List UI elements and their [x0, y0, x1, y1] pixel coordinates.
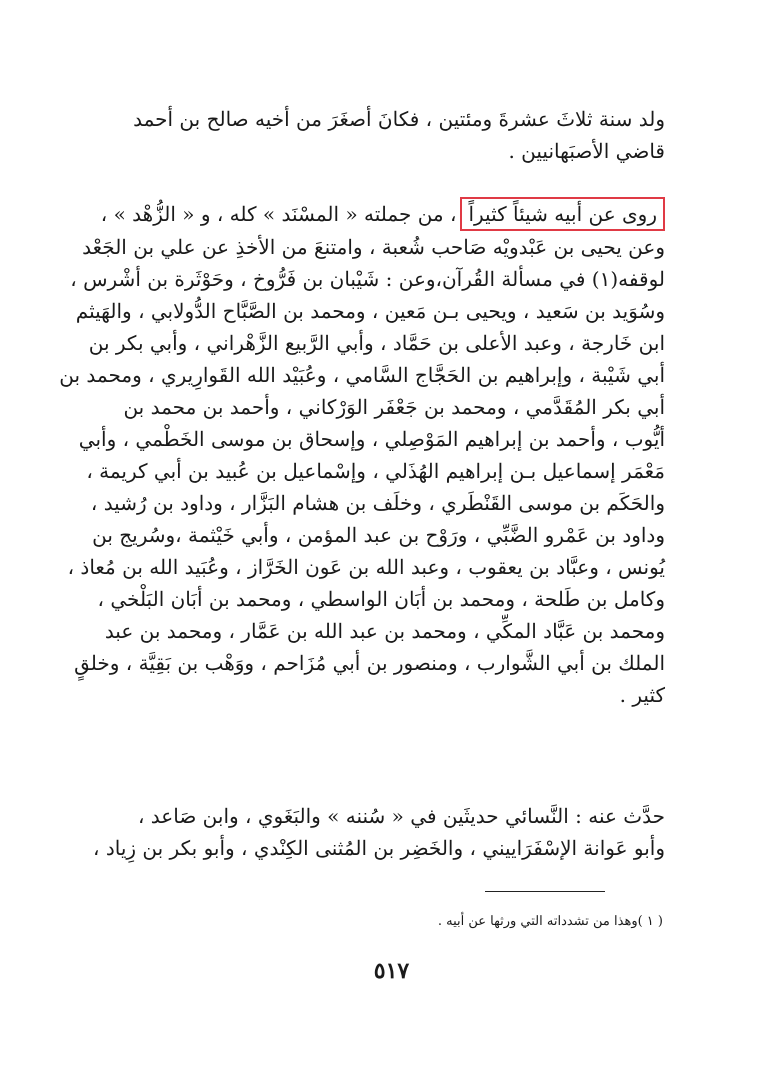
- text-line: والحَكَم بن موسى القَنْطَري ، وخلَف بن هشام البَزَّار ، وداود بن رُشيد ،: [90, 491, 665, 515]
- text-line: مَعْمَر إسماعيل بـن إبراهيم الهُذَلي ، وإسْماعيل بن عُبيد بن أبي كريمة ،: [86, 459, 665, 483]
- text-line: قاضي الأصبَهانيين .: [508, 139, 665, 163]
- text-line: ولد سنة ثلاثَ عشرةَ ومئتين ، فكانَ أصغَرَ من أخيه صالح بن أحمد: [133, 107, 665, 131]
- text-line: كثير .: [619, 683, 665, 707]
- paragraph-narrated-by: [93, 800, 665, 864]
- paragraph-narrated-from: [59, 197, 665, 711]
- text-line: وعن يحيى بن عَبْدويْه صَاحب شُعبة ، وامتنعَ من الأخذِ عن علي بن الجَعْد: [82, 235, 665, 259]
- text-line: وكامل بن طَلحة ، ومحمد بن أبَان الواسطي ، ومحمد بن أبَان البَلْخي ،: [97, 587, 665, 611]
- text-line: [100, 197, 665, 231]
- text-line: يُونس ، وعبَّاد بن يعقوب ، وعبد الله بن عَون الخَرَّاز ، وعُبَيد الله بن مُعاذ ،: [67, 555, 665, 579]
- text-line: لوقفه(١) في مسألة القُرآن،وعن : شَيْبان بن فَرُّوخ ، وحَوْثَرة بن أشْرس ،: [70, 267, 665, 291]
- text-line: أبي بكر المُقَدَّمي ، ومحمد بن جَعْفَر الوَرْكاني ، وأحمد بن محمد بن: [123, 395, 665, 419]
- text-line: ابن خَارجة ، وعبد الأعلى بن حَمَّاد ، وأبي الرَّبيع الزَّهْراني ، وأبي بكر بن: [88, 331, 665, 355]
- text-line: وداود بن عَمْرو الضَّبِّي ، ورَوْح بن عبد المؤمن ، وأبي خَيْثمة ،وسُريج بن: [92, 523, 665, 547]
- paragraph-birth: [133, 103, 665, 167]
- page-number: ٥١٧: [373, 958, 410, 984]
- highlighted-phrase: روى عن أبيه شيئاً كثيراً: [460, 197, 665, 231]
- text-line: وسُوَيد بن سَعيد ، ويحيى بـن مَعين ، ومحمد بن الصَّبَّاح الدُّولابي ، والهَيثم: [75, 299, 665, 323]
- text-line: الملك بن أبي الشَّوارب ، ومنصور بن أبي مُزَاحم ، ووَهْب بن بَقِيَّة ، وخلقٍ: [74, 651, 665, 675]
- footnote-divider: [485, 891, 605, 892]
- text-line: وأبو عَوانة الإسْفَرَاييني ، والخَضِر بن المُثنى الكِنْدي ، وأبو بكر بن زِياد ،: [93, 836, 665, 860]
- text-line: أبي شَيْبة ، وإبراهيم بن الحَجَّاج السَّامي ، وعُبَيْد الله القَوارِيري ، ومحمد بن: [59, 363, 665, 387]
- text-line: ومحمد بن عَبَّاد المكِّي ، ومحمد بن عبد الله بن عَمَّار ، ومحمد بن عبد: [104, 619, 665, 643]
- footnote: ( ١ )وهذا من تشدداته التي ورثها عن أبيه .: [437, 914, 663, 929]
- text-segment: ، من جملته « المسْنَد » كله ، و « الزُّهْد » ،: [100, 202, 457, 226]
- text-line: حدَّث عنه : النَّسائي حديثَين في « سُننه » والبَغَوي ، وابن صَاعد ،: [137, 804, 665, 828]
- text-line: أيُّوب ، وأحمد بن إبراهيم المَوْصِلي ، وإسحاق بن موسى الخَطْمي ، وأبي: [78, 427, 665, 451]
